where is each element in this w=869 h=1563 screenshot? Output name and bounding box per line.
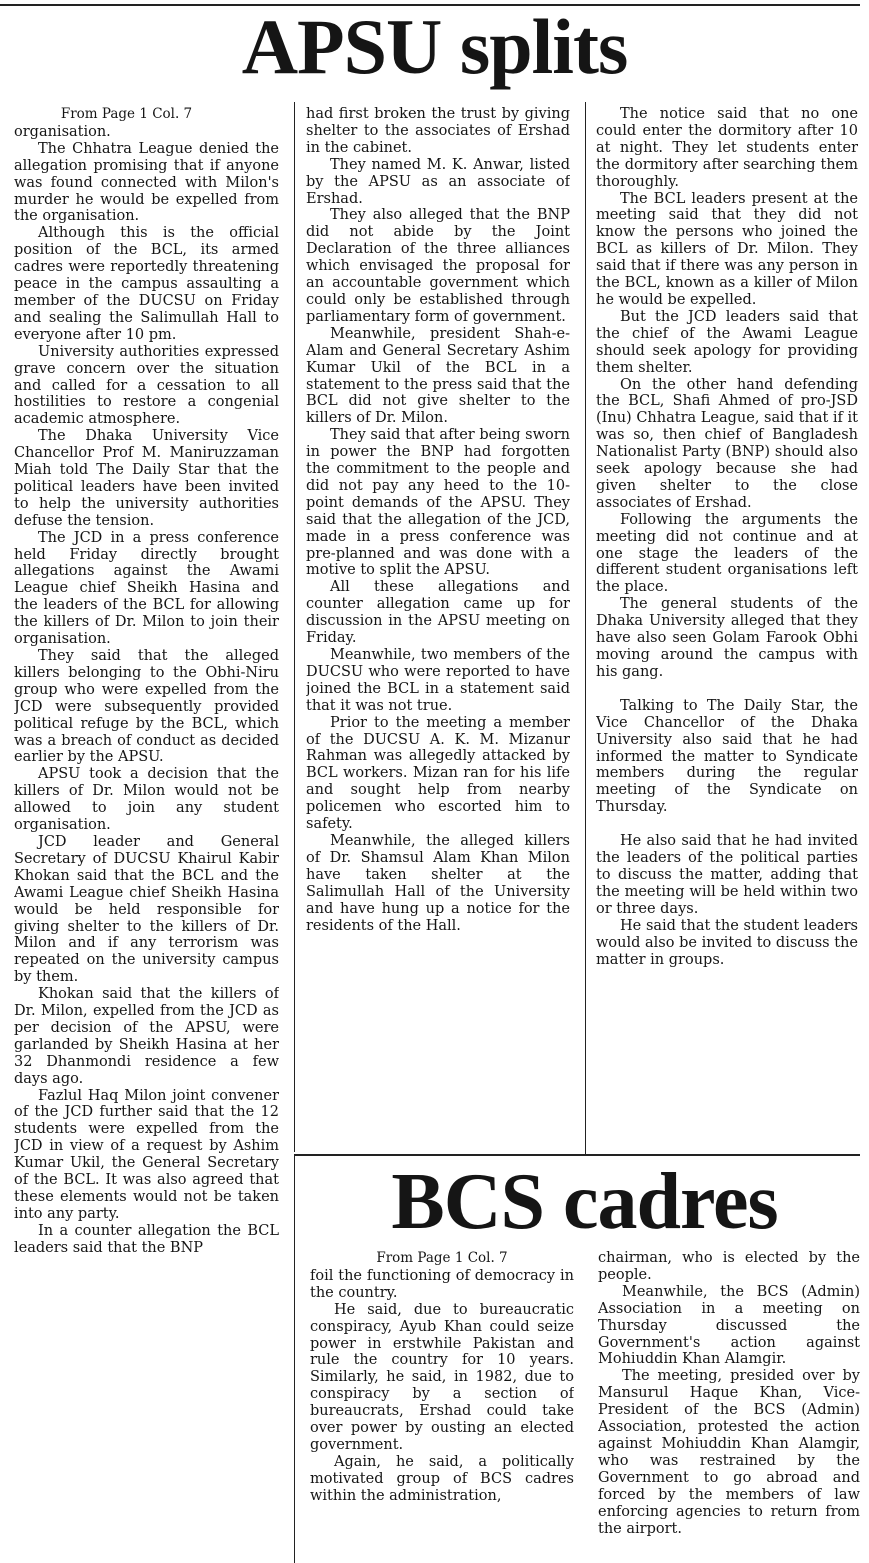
paragraph: Again, he said, a politically motivated group of BCS cadres within the administration, [310,1453,574,1504]
paragraph: All these allegations and counter allegation came up for discussion in the APSU meeting on Friday. [306,579,570,647]
paragraph: They said that the alleged killers belonging to the Obhi-Niru group who were expelled from the JCD were subsequently provided political refuge by the BCL, which was a breach of conduct as decided earlier by the APSU. [14,648,279,766]
paragraph: The Dhaka University Vice Chancellor Prof M. Maniruzzaman Miah told The Daily Star that the political leaders have been invited to help the university authorities defuse the tension. [14,428,279,529]
paragraph: Meanwhile, two members of the DUCSU who were reported to have joined the BCL in a statement said that it was not true. [306,647,570,714]
paragraph: Prior to the meeting a member of the DUCSU A. K. M. Mizanur Rahman was allegedly attacked by BCL workers. Mizan ran for his life and sought help from nearby policemen who escorted him to safety. [306,714,570,833]
paragraph: JCD leader and General Secretary of DUCSU Khairul Kabir Khokan said that the BCL and the Awami League chief Sheikh Hasina would be held responsible for giving shelter to the killers of Dr. Milon and if any terrorism was repeated on the university campus by them. [14,833,279,986]
jump-line-bcs: From Page 1 Col. 7 [376,1250,508,1266]
jump-line-apsu: From Page 1 Col. 7 [60,106,193,122]
paragraph: The BCL leaders present at the meeting said that they did not know the persons who joined the BCL as killers of Dr. Milon. They said that if there was any person in the BCL, known as a killer of Milon he would be expelled. [596,190,858,308]
paragraph: They named M. K. Anwar, listed by the APSU as an associate of Ershad. [306,156,570,207]
paragraph: Meanwhile, the alleged killers of Dr. Shamsul Alam Khan Milon have taken shelter at the Salimullah Hall of the University and have hung up a notice for the residents of the Hall. [306,832,570,934]
bcs-column-2 [598,1250,860,1562]
apsu-column-3 [596,106,858,1154]
paragraph: University authorities expressed grave concern over the situation and called for a cessation to all hostilities to restore a congenial academic atmosphere. [14,343,279,428]
paragraph: Although this is the official position of the BCL, its armed cadres were reportedly threatening peace in the campus assaulting a member of the DUCSU on Friday and sealing the Salimullah Hall to everyone after 10 pm. [14,225,279,343]
headline-bcs-cadres: BCS cadres [391,1158,778,1246]
paragraph: Talking to The Daily Star, the Vice Chancellor of the Dhaka University also said that he had informed the matter to Syndicate members during the regular meeting of the Syndicate on Thursday. [596,697,858,816]
column-rule-3 [294,1156,295,1563]
paragraph: chairman, who is elected by the people. [598,1250,860,1283]
apsu-column-1 [14,106,279,1562]
paragraph: APSU took a decision that the killers of Dr. Milon would not be allowed to join any student organisation. [14,766,279,834]
bcs-column-1 [310,1250,574,1562]
paragraph: organisation. [14,123,111,140]
paragraph: They said that after being sworn in power the BNP had forgotten the commitment to the people and did not pay any heed to the 10-point demands of the APSU. They said that the allegation of the JCD, made in a press conference was pre-planned and was done with a motive to split the APSU. [306,427,570,579]
paragraph: He said that the student leaders would also be invited to discuss the matter in groups. [596,917,858,968]
paragraph: But the JCD leaders said that the chief of the Awami League should seek apology for providing them shelter. [596,308,858,376]
paragraph: Fazlul Haq Milon joint convener of the JCD further said that the 12 students were expelled from the JCD in view of a request by Ashim Kumar Ukil, the General Secretary of the BCL. It was also agreed that these elements would not be taken into any party. [14,1087,279,1222]
column-rule-2 [585,102,586,1154]
paragraph: Following the arguments the meeting did not continue and at one stage the leaders of the different student organisations left the place. [596,511,858,596]
apsu-column-2 [306,106,570,1154]
paragraph: They also alleged that the BNP did not abide by the Joint Declaration of the three alliances which envisaged the proposal for an accountable government which could only be established through parliamentary form of government. [306,207,570,325]
paragraph: Meanwhile, president Shah-e-Alam and General Secretary Ashim Kumar Ukil of the BCL in a statement to the press said that the BCL did not give shelter to the killers of Dr. Milon. [306,325,570,427]
paragraph: He also said that he had invited the leaders of the political parties to discuss the matter, adding that the meeting will be held within two or three days. [596,833,858,917]
paragraph: foil the functioning of democracy in the country. [310,1267,574,1301]
paragraph: had first broken the trust by giving shelter to the associates of Ershad in the cabinet. [306,106,570,156]
paragraph: He said, due to bureaucratic conspiracy, Ayub Khan could seize power in erstwhile Pakistan and rule the country for 10 years. Similarly, he said, in 1982, due to conspiracy by a section of bureaucrats, Ershad could take over power by ousting an elected government. [310,1301,574,1453]
column-rule-1 [294,102,295,1152]
paragraph: The Chhatra League denied the allegation promising that if anyone was found connected with Milon's murder he would be expelled from the organisation. [14,140,279,225]
section-divider-rule [294,1154,860,1156]
paragraph: The general students of the Dhaka University alleged that they have also seen Golam Farook Obhi moving around the campus with his gang. [596,596,858,680]
paragraph: On the other hand defending the BCL, Shafi Ahmed of pro-JSD (Inu) Chhatra League, said that if it was so, then chief of Bangladesh Nationalist Party (BNP) should also seek apology because she had given shelter to the close associates of Ershad. [596,376,858,511]
paragraph: The JCD in a press conference held Friday directly brought allegations against the Awami League chief Sheikh Hasina and the leaders of the BCL for allowing the killers of Dr. Milon to join their organisation. [14,529,279,648]
paragraph: In a counter allegation the BCL leaders said that the BNP [14,1222,279,1256]
paragraph: The notice said that no one could enter the dormitory after 10 at night. They let students enter the dormitory after searching them thoroughly. [596,106,858,190]
paragraph: Meanwhile, the BCS (Admin) Association in a meeting on Thursday discussed the Government's action against Mohiuddin Khan Alamgir. [598,1283,860,1368]
paragraph: The meeting, presided over by Mansurul Haque Khan, Vice-President of the BCS (Admin) Association, protested the action against Mohiuddin Khan Alamgir, who was restrained by the Government to go abroad and forced by the members of law enforcing agencies to return from the airport. [598,1368,860,1537]
paragraph: Khokan said that the killers of Dr. Milon, expelled from the JCD as per decision of the APSU, were garlanded by Sheikh Hasina at her 32 Dhanmondi residence a few days ago. [14,986,279,1087]
headline-apsu-splits: APSU splits [241,3,628,90]
